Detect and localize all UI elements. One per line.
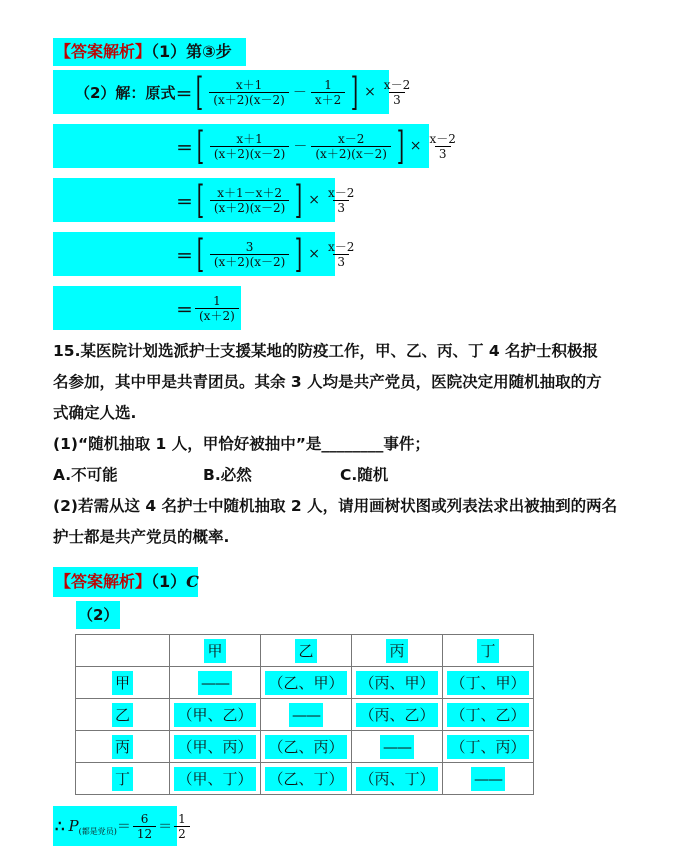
table-cell: [443, 763, 534, 795]
probability-table: [75, 634, 534, 795]
numerator: 1: [324, 77, 332, 92]
table-cell: [170, 699, 261, 731]
header-label: 乙: [295, 639, 316, 663]
fraction: [195, 294, 239, 323]
cell-value: （丁、丙）: [447, 735, 528, 759]
table-cell: [352, 731, 443, 763]
cell-value: ——: [289, 703, 323, 727]
solution-line3: ＝ [ $\frac{x+1-x+2}{(x+2)(x-2)}$ ] × $\frac{x-2}{3}$: [176, 180, 360, 220]
table-cell: [352, 699, 443, 731]
table-header-cell: [352, 635, 443, 667]
cell-value: （乙、丁）: [265, 767, 346, 791]
table-header-cell: [261, 635, 352, 667]
answer2-choice: C: [186, 572, 199, 591]
solution-line2: ＝ [ $\frac{x+1}{(x+2)(x-2)}$ － $\frac{x-2}{(x+2)(x-2)}$ ] × $\frac{x-2}{3}$: [176, 126, 462, 166]
equals: ＝: [176, 138, 193, 159]
conclusion: [55, 807, 192, 845]
denominator: (x＋2)(x－2): [209, 92, 289, 107]
fraction: [210, 132, 290, 161]
numerator: x－2: [383, 77, 411, 92]
table-row: [76, 731, 534, 763]
cell-value: ——: [380, 735, 414, 759]
denominator: x＋2: [311, 92, 345, 107]
fraction: [210, 186, 290, 215]
answer2-tag: 【答案解析】: [55, 572, 152, 591]
solution-line5: [176, 288, 241, 328]
numerator: x＋1: [236, 131, 263, 146]
denominator: 3: [333, 200, 349, 215]
times: ×: [409, 138, 422, 154]
table-row-label: [76, 667, 170, 699]
cell-value: （丙、甲）: [356, 671, 437, 695]
denominator: (x＋2)(x－2): [311, 146, 391, 161]
table-cell: [76, 635, 170, 667]
fraction: [311, 78, 345, 107]
numerator: 1: [213, 293, 221, 308]
answer1-tag: 【答案解析】: [55, 42, 152, 61]
table-header-cell: [443, 635, 534, 667]
question15-line1: 15.某医院计划选派护士支援某地的防疫工作，甲、乙、丙、丁 4 名护士积极报: [53, 342, 599, 360]
option-b: B.必然: [203, 466, 252, 484]
table-header-row: [76, 635, 534, 667]
row-label: 甲: [112, 671, 133, 695]
denominator: 12: [133, 826, 156, 841]
table-cell: [170, 667, 261, 699]
table-cell: [443, 667, 534, 699]
table-cell: [170, 731, 261, 763]
cell-value: （丁、乙）: [447, 703, 528, 727]
row-label: 乙: [112, 703, 133, 727]
question15-line2: 名参加，其中甲是共青团员。其余 3 人均是共产党员，医院决定用随机抽取的方: [53, 373, 602, 391]
fraction: [174, 812, 190, 841]
numerator: x－2: [327, 239, 355, 254]
answer1-text: （1）第③步: [151, 42, 232, 61]
fraction: [133, 812, 156, 841]
times: ×: [364, 84, 376, 100]
header-label: 丁: [477, 639, 498, 663]
question15-line3: 式确定人选.: [53, 404, 137, 422]
denominator: 2: [174, 826, 190, 841]
fraction: [311, 132, 391, 161]
table-row: [76, 699, 534, 731]
table-cell: [443, 699, 534, 731]
equals: ＝: [175, 84, 193, 105]
table-row: [76, 667, 534, 699]
header-label: 甲: [204, 639, 225, 663]
fraction: [380, 78, 414, 107]
numerator: x－2: [429, 131, 456, 146]
numerator: 3: [245, 239, 254, 254]
denominator: (x＋2): [195, 308, 239, 323]
option-a: A.不可能: [53, 466, 118, 484]
question15-part2a: (2)若需从这 4 名护士中随机抽取 2 人，请用画树状图或列表法求出被抽到的两名: [53, 497, 618, 515]
cell-value: （乙、丙）: [265, 735, 346, 759]
solution-label: （2）解：原式: [75, 83, 176, 102]
table-cell: [170, 763, 261, 795]
equals: ＝: [116, 819, 131, 835]
fraction: [324, 186, 358, 215]
table-cell: [352, 667, 443, 699]
table-cell: [261, 763, 352, 795]
cell-value: （甲、乙）: [174, 703, 255, 727]
cell-value: ——: [471, 767, 505, 791]
fraction: [209, 78, 289, 107]
equals: ＝: [158, 819, 173, 835]
fraction: [210, 240, 290, 269]
cell-value: （丁、甲）: [447, 671, 528, 695]
question15-part2b: 护士都是共产党员的概率.: [53, 528, 230, 546]
answer1: [55, 40, 232, 64]
numerator: x－2: [337, 131, 365, 146]
row-label: 丙: [112, 735, 133, 759]
times: ×: [308, 246, 320, 262]
probability-symbol: P: [68, 817, 79, 835]
option-c: C.随机: [340, 466, 389, 484]
cell-value: （甲、丙）: [174, 735, 255, 759]
numerator: x＋1: [235, 77, 263, 92]
equals: ＝: [176, 192, 193, 213]
header-label: 丙: [386, 639, 407, 663]
denominator: 3: [435, 146, 451, 161]
solution-line4: ＝ [ $\frac{3}{(x+2)(x-2)}$ ] × $\frac{x-2}{3}$: [176, 234, 360, 274]
denominator: (x＋2)(x－2): [210, 254, 290, 269]
cell-value: （甲、丁）: [174, 767, 255, 791]
cell-value: （丙、丁）: [356, 767, 437, 791]
question15-options: [53, 460, 692, 491]
operator: －: [293, 139, 308, 155]
question15-part1: (1)“随机抽取 1 人，甲恰好被抽中”是________事件；: [53, 435, 430, 453]
row-label: 丁: [112, 767, 133, 791]
answer2-part2: （2）: [78, 606, 119, 624]
numerator: x－2: [327, 185, 355, 200]
operator: －: [292, 85, 307, 101]
denominator: 3: [333, 254, 349, 269]
table-cell: [443, 731, 534, 763]
cell-value: ——: [198, 671, 232, 695]
table-row-label: [76, 699, 170, 731]
therefore-symbol: ∴: [55, 817, 65, 835]
answer2: [55, 570, 199, 594]
table-row-label: [76, 763, 170, 795]
numerator: x＋1－x＋2: [217, 185, 282, 200]
table-header-cell: [170, 635, 261, 667]
solution-line1: （2）解：原式 ＝ [ $\frac{x+1}{(x+2)(x-2)}$ － $\frac{1}{x+2}$ ] × $\frac{x-2}{3}$: [75, 72, 416, 112]
table-cell: [261, 699, 352, 731]
answer2-text: （1）: [151, 572, 187, 591]
table-cell: [352, 763, 443, 795]
table-row-label: [76, 731, 170, 763]
table-cell: [261, 667, 352, 699]
fraction: [425, 132, 459, 161]
cell-value: （丙、乙）: [356, 703, 437, 727]
numerator: 6: [140, 811, 149, 826]
denominator: 3: [389, 92, 405, 107]
denominator: (x＋2)(x－2): [210, 200, 290, 215]
times: ×: [308, 192, 320, 208]
fraction: [324, 240, 358, 269]
question15: [53, 336, 692, 553]
equals: ＝: [176, 246, 193, 267]
probability-subscript: (都是党员): [78, 827, 117, 836]
table-row: [76, 763, 534, 795]
equals: ＝: [176, 300, 193, 321]
table-cell: [261, 731, 352, 763]
denominator: (x＋2)(x－2): [210, 146, 290, 161]
cell-value: （乙、甲）: [265, 671, 346, 695]
numerator: 1: [178, 811, 186, 826]
